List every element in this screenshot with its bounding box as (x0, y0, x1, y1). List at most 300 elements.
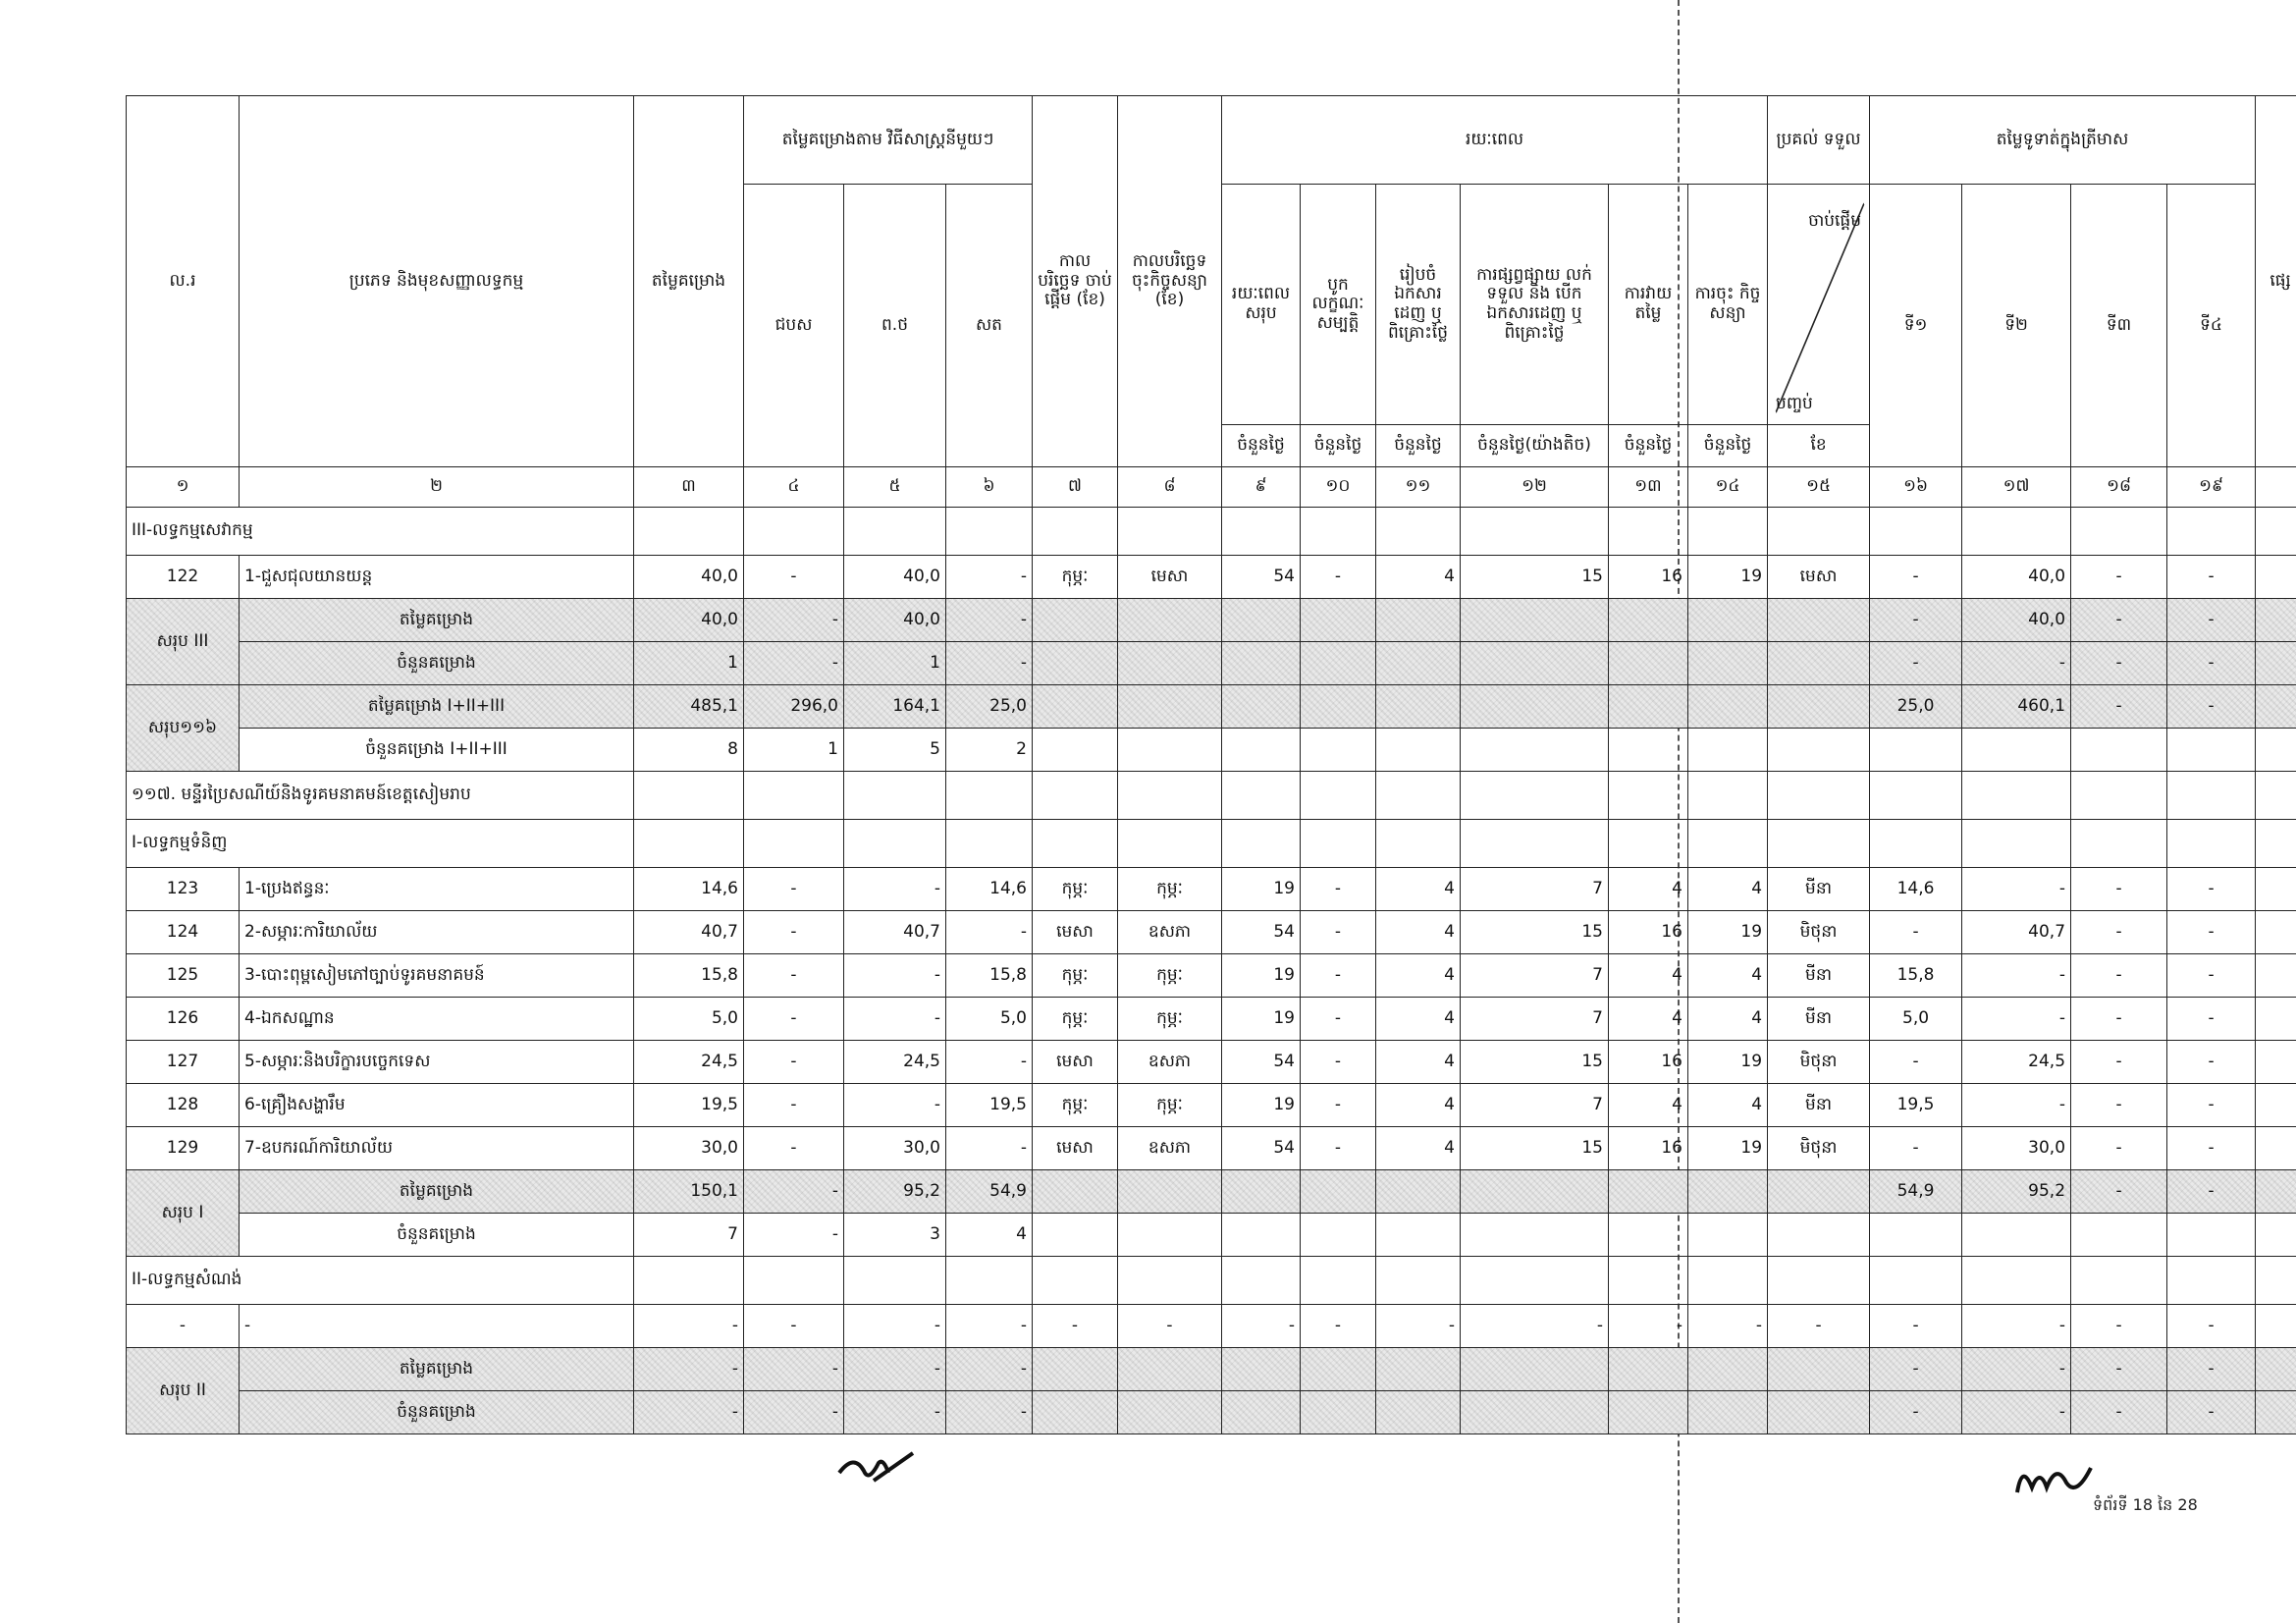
row-cell: កុម្ភៈ (1118, 1084, 1222, 1127)
subtotal-value: 7 (634, 1214, 744, 1257)
empty-cell (844, 772, 946, 820)
empty-cell (2256, 911, 2296, 954)
subtotal-value: 3 (844, 1214, 946, 1257)
quarter-value: 460,1 (1962, 685, 2071, 729)
column-index-cell: ១៧ (1962, 467, 2071, 508)
section-row (127, 820, 2296, 868)
empty-cell (844, 1257, 946, 1305)
column-index-cell: ៧ (1033, 467, 1118, 508)
header-method-3: សត (946, 185, 1033, 467)
row-cell: - (1962, 1084, 2071, 1127)
empty-cell (1962, 729, 2071, 772)
quarter-value: - (1870, 1391, 1962, 1434)
row-cell: - (1301, 868, 1376, 911)
row-cell: 7 (1461, 868, 1609, 911)
subtotal-value: - (744, 1348, 844, 1391)
empty-cell (2256, 998, 2296, 1041)
row-cell: 16 (1609, 1041, 1688, 1084)
empty-cell (2256, 1084, 2296, 1127)
empty-cell (2071, 1214, 2167, 1257)
row-cell: 40,0 (844, 556, 946, 599)
subtotal-value: 4 (946, 1214, 1033, 1257)
row-cell: 54 (1222, 1127, 1301, 1170)
header-q2: ទី២ (1962, 185, 2071, 467)
empty-cell (1118, 729, 1222, 772)
empty-cell (1033, 1170, 1118, 1214)
row-cell: 4 (1688, 998, 1768, 1041)
column-index-cell: ១៦ (1870, 467, 1962, 508)
subtotal-caption: ចំនួនគម្រោង (240, 1214, 634, 1257)
diag-end-label: បញ្ចប់ (1776, 394, 1813, 414)
empty-cell (1461, 1170, 1609, 1214)
empty-cell (2256, 954, 2296, 998)
empty-cell (2256, 556, 2296, 599)
empty-cell (1376, 1257, 1461, 1305)
row-cell: - (1870, 1041, 1962, 1084)
row-cell: 5,0 (946, 998, 1033, 1041)
row-cell: 19 (1688, 1127, 1768, 1170)
empty-cell (2071, 729, 2167, 772)
empty-cell (1768, 1214, 1870, 1257)
row-cell: - (844, 954, 946, 998)
empty-cell (634, 820, 744, 868)
empty-cell (1222, 642, 1301, 685)
row-cell: 4 (1609, 998, 1688, 1041)
subtotal-value: - (946, 1391, 1033, 1434)
subtotal-caption: តម្លៃគម្រោង (240, 599, 634, 642)
empty-cell (1033, 642, 1118, 685)
quarter-value: - (2071, 1170, 2167, 1214)
subtotal-value: - (946, 599, 1033, 642)
row-cell: 4 (1376, 556, 1461, 599)
empty-cell (1033, 1214, 1118, 1257)
empty-cell (1301, 1391, 1376, 1434)
empty-cell (1301, 820, 1376, 868)
empty-cell (1962, 1257, 2071, 1305)
empty-cell (1768, 599, 1870, 642)
row-cell: 19 (1222, 954, 1301, 998)
subtotal-label: សរុប១១៦ (127, 685, 240, 772)
row-cell: 19,5 (634, 1084, 744, 1127)
empty-cell (634, 1257, 744, 1305)
empty-cell (1688, 772, 1768, 820)
section-row (127, 1257, 2296, 1305)
row-cell: 16 (1609, 556, 1688, 599)
row-number: 123 (127, 868, 240, 911)
subtotal-label: សរុប III (127, 599, 240, 685)
quarter-value: - (2167, 685, 2256, 729)
empty-cell (1033, 1391, 1118, 1434)
signature-mark-right (2012, 1453, 2101, 1502)
section-row (127, 508, 2296, 556)
empty-cell (1118, 642, 1222, 685)
empty-cell (1376, 1391, 1461, 1434)
quarter-value: - (2071, 685, 2167, 729)
row-cell: - (744, 911, 844, 954)
row-cell: 30,0 (844, 1127, 946, 1170)
empty-cell (1376, 1170, 1461, 1214)
row-cell: ឧសភា (1118, 1127, 1222, 1170)
row-cell: - (946, 1305, 1033, 1348)
row-cell: - (2167, 556, 2256, 599)
subtotal-value: 40,0 (634, 599, 744, 642)
header-method-1: ជបស (744, 185, 844, 467)
table-row (127, 954, 2296, 998)
header-start-end-diagonal (1768, 185, 1870, 425)
row-cell: - (1870, 911, 1962, 954)
subtotal-value: 8 (634, 729, 744, 772)
row-cell: - (2071, 556, 2167, 599)
subtotal-value: - (634, 1348, 744, 1391)
empty-cell (1376, 1348, 1461, 1391)
subtotal-value: - (744, 642, 844, 685)
empty-cell (2071, 772, 2167, 820)
empty-cell (1222, 820, 1301, 868)
subtotal-row (127, 599, 2296, 642)
row-number: 129 (127, 1127, 240, 1170)
empty-cell (1376, 1214, 1461, 1257)
row-cell: 7 (1461, 998, 1609, 1041)
empty-cell (1033, 685, 1118, 729)
empty-cell (2256, 508, 2296, 556)
quarter-value: - (2071, 642, 2167, 685)
row-cell: មេសា (1768, 556, 1870, 599)
row-cell: កុម្ភៈ (1033, 954, 1118, 998)
header-no: ល.រ (127, 96, 240, 467)
row-cell: - (1870, 556, 1962, 599)
empty-cell (1688, 820, 1768, 868)
empty-cell (1609, 1348, 1688, 1391)
empty-cell (1688, 1257, 1768, 1305)
table-row (127, 1041, 2296, 1084)
subtotal-value: 5 (844, 729, 946, 772)
row-cell: មិថុនា (1768, 1041, 1870, 1084)
empty-cell (1222, 772, 1301, 820)
empty-cell (1768, 729, 1870, 772)
item-name: 3-បោះពុម្ពសៀមភៅច្បាប់ទូរគមនាគមន៍ (240, 954, 634, 998)
empty-cell (1118, 1257, 1222, 1305)
empty-cell (2256, 599, 2296, 642)
empty-cell (1768, 820, 1870, 868)
row-cell: 15 (1461, 1041, 1609, 1084)
row-cell: 24,5 (1962, 1041, 2071, 1084)
empty-cell (1609, 820, 1688, 868)
empty-cell (1768, 1348, 1870, 1391)
quarter-value: - (1870, 1348, 1962, 1391)
empty-cell (2256, 642, 2296, 685)
grand-total-row (127, 685, 2296, 729)
empty-cell (2167, 1214, 2256, 1257)
grand-total-count-row (127, 729, 2296, 772)
header-contract-month: កាលបរិច្ឆេទ ចុះកិច្ចសន្យា (ខែ) (1118, 96, 1222, 467)
empty-cell (744, 1257, 844, 1305)
row-cell: មីនា (1768, 1084, 1870, 1127)
table-row (127, 868, 2296, 911)
header-quarter: តម្លៃទូទាត់ក្នុងត្រីមាស (1870, 96, 2256, 185)
row-cell: 19 (1222, 868, 1301, 911)
empty-cell (1870, 820, 1962, 868)
row-cell: - (844, 1084, 946, 1127)
subtotal-row (127, 1170, 2296, 1214)
subtotal-count-row (127, 1214, 2296, 1257)
row-cell: 15 (1461, 1127, 1609, 1170)
column-index-row (127, 467, 2296, 508)
empty-cell (1033, 772, 1118, 820)
subtotal-value: 1 (744, 729, 844, 772)
row-cell: 5,0 (1870, 998, 1962, 1041)
empty-cell (2167, 1257, 2256, 1305)
row-cell: - (2071, 911, 2167, 954)
empty-cell (1301, 1214, 1376, 1257)
column-index-cell: ៥ (844, 467, 946, 508)
empty-cell (1609, 1170, 1688, 1214)
row-cell: - (2167, 911, 2256, 954)
empty-cell (1222, 1257, 1301, 1305)
row-cell: 7 (1461, 954, 1609, 998)
row-cell: 19 (1688, 911, 1768, 954)
empty-cell (1222, 1391, 1301, 1434)
empty-cell (1870, 729, 1962, 772)
row-cell: - (1962, 868, 2071, 911)
row-cell: ឧសភា (1118, 911, 1222, 954)
section-works: II-លទ្ធកម្មសំណង់ (127, 1257, 634, 1305)
row-cell: ឧសភា (1118, 1041, 1222, 1084)
row-cell: - (1301, 1041, 1376, 1084)
header-receive: ប្រគល់ ទទួល (1768, 96, 1870, 185)
empty-cell (1301, 729, 1376, 772)
row-cell: 4 (1609, 868, 1688, 911)
column-index-cell: ៩ (1222, 467, 1301, 508)
unit-days: ចំនួនថ្ងៃ (1301, 425, 1376, 467)
empty-cell (744, 820, 844, 868)
row-cell: - (2071, 1127, 2167, 1170)
empty-cell (844, 820, 946, 868)
empty-cell (1870, 1257, 1962, 1305)
row-cell: - (844, 1305, 946, 1348)
quarter-value: - (2167, 1170, 2256, 1214)
diag-start-label: ចាប់ផ្តើម (1808, 211, 1862, 231)
header-duration-prep: រៀបចំ ឯកសារ ដេញ ឬ ពិគ្រោះថ្លៃ (1376, 185, 1461, 425)
row-cell: - (1301, 998, 1376, 1041)
row-cell: - (1301, 1084, 1376, 1127)
row-cell: មីនា (1768, 868, 1870, 911)
row-cell: - (1118, 1305, 1222, 1348)
row-cell: 40,0 (634, 556, 744, 599)
row-cell: - (744, 954, 844, 998)
empty-cell (1688, 1214, 1768, 1257)
empty-cell (2167, 508, 2256, 556)
subtotal-caption: តម្លៃគម្រោង (240, 1348, 634, 1391)
section-goods: I-លទ្ធកម្មទំនិញ (127, 820, 634, 868)
empty-cell (1962, 508, 2071, 556)
row-cell: - (1870, 1127, 1962, 1170)
quarter-value: - (2167, 599, 2256, 642)
column-index-cell: ១៣ (1609, 467, 1688, 508)
empty-cell (1768, 642, 1870, 685)
empty-cell (1768, 1257, 1870, 1305)
empty-cell (1461, 1257, 1609, 1305)
page-number: ទំព័រទី 18 នៃ 28 (2093, 1495, 2198, 1514)
row-number: - (127, 1305, 240, 1348)
row-cell: - (2167, 1127, 2256, 1170)
subtotal-value: 95,2 (844, 1170, 946, 1214)
empty-cell (2256, 1391, 2296, 1434)
empty-cell (1301, 772, 1376, 820)
empty-cell (1768, 1391, 1870, 1434)
empty-cell (1222, 599, 1301, 642)
row-cell: - (1301, 954, 1376, 998)
row-cell: 54 (1222, 556, 1301, 599)
empty-cell (1688, 729, 1768, 772)
row-cell: - (2167, 1041, 2256, 1084)
subtotal-value: 1 (634, 642, 744, 685)
empty-cell (2071, 508, 2167, 556)
empty-cell (1870, 508, 1962, 556)
row-cell: 15,8 (946, 954, 1033, 998)
table-row (127, 556, 2296, 599)
row-cell: 5,0 (634, 998, 744, 1041)
row-cell: 4 (1376, 1127, 1461, 1170)
empty-cell (1609, 685, 1688, 729)
empty-cell (1376, 508, 1461, 556)
header-by-method: តម្លៃគម្រោងតាម វិធីសាស្ត្រនីមួយៗ (744, 96, 1033, 185)
quarter-value: - (1962, 1348, 2071, 1391)
empty-cell (1461, 642, 1609, 685)
column-index-cell: ១ (127, 467, 240, 508)
header-duration: រយៈពេល (1222, 96, 1768, 185)
unit-days: ចំនួនថ្ងៃ (1688, 425, 1768, 467)
empty-cell (2256, 868, 2296, 911)
column-index-cell: ១០ (1301, 467, 1376, 508)
empty-cell (744, 772, 844, 820)
row-cell: - (2167, 1084, 2256, 1127)
row-cell: 30,0 (634, 1127, 744, 1170)
row-cell: 15,8 (634, 954, 744, 998)
row-cell: 54 (1222, 1041, 1301, 1084)
row-cell: - (1870, 1305, 1962, 1348)
row-cell: 4 (1376, 1084, 1461, 1127)
row-number: 126 (127, 998, 240, 1041)
row-cell: 40,7 (1962, 911, 2071, 954)
unit-days: ចំនួនថ្ងៃ (1376, 425, 1461, 467)
row-cell: 19,5 (1870, 1084, 1962, 1127)
empty-cell (1768, 772, 1870, 820)
row-cell: - (1962, 1305, 2071, 1348)
empty-cell (1118, 508, 1222, 556)
row-cell: - (1033, 1305, 1118, 1348)
column-index-cell: ១៥ (1768, 467, 1870, 508)
row-cell: កុម្ភៈ (1118, 954, 1222, 998)
empty-cell (1301, 508, 1376, 556)
row-cell: មីនា (1768, 998, 1870, 1041)
row-cell: 7 (1461, 1084, 1609, 1127)
header-edge-cut: ផ្សេ (2256, 96, 2296, 467)
header-method-2: ព.ថ (844, 185, 946, 467)
row-cell: - (1461, 1305, 1609, 1348)
row-cell: - (2071, 1041, 2167, 1084)
subtotal-caption: ចំនួនគម្រោង (240, 1391, 634, 1434)
row-cell: 40,7 (844, 911, 946, 954)
empty-cell (1376, 729, 1461, 772)
empty-cell (2167, 729, 2256, 772)
signature-mark-left (834, 1443, 923, 1492)
empty-cell (1688, 1391, 1768, 1434)
empty-cell (1301, 1170, 1376, 1214)
empty-cell (1301, 1257, 1376, 1305)
unit-days-min: ចំនួនថ្ងៃ(យ៉ាងតិច) (1461, 425, 1609, 467)
empty-cell (2256, 1170, 2296, 1214)
row-cell: - (2167, 954, 2256, 998)
row-cell: - (744, 1041, 844, 1084)
empty-cell (1461, 1391, 1609, 1434)
empty-cell (1033, 820, 1118, 868)
subtotal-count-row (127, 1391, 2296, 1434)
empty-cell (1768, 1170, 1870, 1214)
subtotal-value: 150,1 (634, 1170, 744, 1214)
empty-cell (2256, 1305, 2296, 1348)
row-cell: កុម្ភៈ (1033, 868, 1118, 911)
subtotal-value: - (744, 1214, 844, 1257)
empty-cell (2256, 1348, 2296, 1391)
subtotal-caption: តម្លៃគម្រោង I+II+III (240, 685, 634, 729)
header-duration-total: រយៈពេល សរុប (1222, 185, 1301, 425)
empty-cell (1033, 1348, 1118, 1391)
row-cell: 15,8 (1870, 954, 1962, 998)
row-cell: 14,6 (946, 868, 1033, 911)
row-cell: 4 (1609, 1084, 1688, 1127)
empty-cell (1033, 508, 1118, 556)
empty-cell (1376, 820, 1461, 868)
header-duration-eval: ការវាយ តម្លៃ (1609, 185, 1688, 425)
row-cell: - (2071, 954, 2167, 998)
column-index-cell: ៨ (1118, 467, 1222, 508)
row-cell: កុម្ភៈ (1118, 998, 1222, 1041)
procurement-plan-sheet (126, 95, 2296, 1434)
row-cell: - (1962, 954, 2071, 998)
subtotal-value: 296,0 (744, 685, 844, 729)
subtotal-row (127, 1348, 2296, 1391)
row-cell: កុម្ភៈ (1033, 998, 1118, 1041)
row-number: 125 (127, 954, 240, 998)
empty-cell (1609, 1214, 1688, 1257)
empty-cell (1870, 772, 1962, 820)
row-cell: មេសា (1033, 911, 1118, 954)
row-cell: 19 (1688, 556, 1768, 599)
empty-cell (946, 1257, 1033, 1305)
empty-cell (1688, 1170, 1768, 1214)
empty-cell (2071, 820, 2167, 868)
row-cell: - (2071, 1305, 2167, 1348)
row-number: 122 (127, 556, 240, 599)
row-cell: 19 (1222, 998, 1301, 1041)
row-cell: - (844, 868, 946, 911)
empty-cell (2256, 1041, 2296, 1084)
quarter-value: - (2167, 642, 2256, 685)
row-cell: 24,5 (634, 1041, 744, 1084)
empty-cell (1376, 642, 1461, 685)
empty-cell (1688, 642, 1768, 685)
header-duration-prequal: បូក លក្ខណៈ សម្បត្តិ (1301, 185, 1376, 425)
empty-cell (1688, 599, 1768, 642)
row-cell: - (744, 998, 844, 1041)
quarter-value: - (1870, 599, 1962, 642)
row-cell: - (744, 1127, 844, 1170)
row-number: 127 (127, 1041, 240, 1084)
column-index-cell: ១៤ (1688, 467, 1768, 508)
subtotal-value: - (634, 1391, 744, 1434)
empty-cell (1768, 508, 1870, 556)
empty-cell (2167, 772, 2256, 820)
